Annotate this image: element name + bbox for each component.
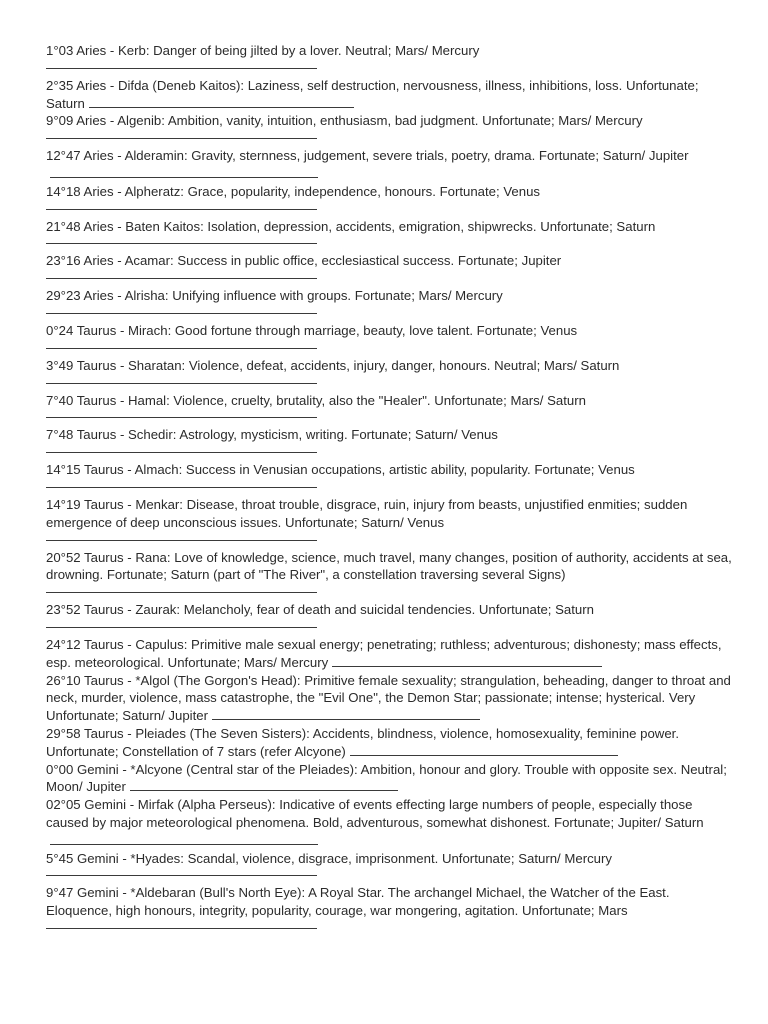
entry-text: 1°03 Aries - Kerb: Danger of being jilted by a lover. Neutral; Mars/ Mercury bbox=[46, 43, 480, 58]
separator-rule bbox=[332, 666, 602, 667]
entry-difda bbox=[46, 77, 736, 113]
separator-rule bbox=[46, 540, 317, 541]
entry-capulus bbox=[46, 636, 736, 672]
separator-rule bbox=[46, 627, 317, 628]
document-page bbox=[46, 42, 736, 937]
entry-aldebaran bbox=[46, 884, 736, 920]
entry-alcyone bbox=[46, 761, 736, 797]
entry-acamar bbox=[46, 252, 736, 270]
entry-text: 3°49 Taurus - Sharatan: Violence, defeat, accidents, injury, danger, honours. Neutral; Mars/ Saturn bbox=[46, 357, 620, 373]
entry-text: 20°52 Taurus - Rana: Love of knowledge, science, much travel, many changes, position of authority, accidents at sea, drowning. Fortunate; Saturn (part of "The River", a constellation traversing several Signs) bbox=[46, 549, 732, 583]
separator-rule bbox=[46, 452, 317, 453]
separator-rule bbox=[46, 592, 317, 593]
entry-menkar bbox=[46, 496, 736, 532]
entry-baten-kaitos bbox=[46, 218, 736, 236]
entry-text: 23°16 Aries - Acamar: Success in public office, ecclesiastical success. Fortunate; Jupiter bbox=[46, 253, 562, 269]
entry-text: 24°12 Taurus - Capulus: Primitive male sexual energy; penetrating; ruthless; adventurous; dishonesty; mass effects, esp. meteorological. Unfortunate; Mars/ Mercury bbox=[46, 636, 722, 670]
separator-rule bbox=[46, 417, 317, 418]
entry-schedir bbox=[46, 426, 736, 444]
separator-rule bbox=[46, 383, 317, 384]
separator-rule bbox=[350, 755, 618, 756]
separator-rule bbox=[50, 844, 318, 845]
separator-rule bbox=[46, 278, 317, 279]
entry-text: 2°35 Aries - Difda (Deneb Kaitos): Laziness, self destruction, nervousness, illness, inhibitions, loss. Unfortunate; Saturn bbox=[46, 77, 699, 111]
separator-rule bbox=[212, 719, 480, 720]
entry-mirach bbox=[46, 322, 736, 340]
entry-algol bbox=[46, 672, 736, 725]
entry-alrisha bbox=[46, 287, 736, 305]
entry-kerb bbox=[46, 42, 736, 60]
entry-text: 9°09 Aries - Algenib: Ambition, vanity, intuition, enthusiasm, bad judgment. Unfortunate; Mars/ Mercury bbox=[46, 113, 643, 129]
separator-rule bbox=[46, 209, 317, 210]
separator-rule bbox=[89, 107, 354, 108]
entry-algenib bbox=[46, 112, 736, 130]
entry-text: 14°18 Aries - Alpheratz: Grace, popularity, independence, honours. Fortunate; Venus bbox=[46, 183, 541, 199]
separator-rule bbox=[46, 487, 317, 488]
entry-sharatan bbox=[46, 357, 736, 375]
entry-mirfak bbox=[46, 796, 736, 849]
entry-text: 14°19 Taurus - Menkar: Disease, throat trouble, disgrace, ruin, injury from beasts, unjustified enmities; sudden emergence of deep unconscious issues. Unfortunate; Saturn/ Venus bbox=[46, 496, 688, 530]
entry-text: 7°48 Taurus - Schedir: Astrology, mysticism, writing. Fortunate; Saturn/ Venus bbox=[46, 427, 498, 443]
entry-hyades bbox=[46, 850, 736, 868]
separator-rule bbox=[50, 177, 318, 178]
entry-text: 02°05 Gemini - Mirfak (Alpha Perseus): Indicative of events effecting large numbers of people, especially those caused by major meteorological phenomena. Bold, adventurous, somewhat dishonest. Fortunate; Jupiter/ Saturn bbox=[46, 797, 704, 830]
entry-alpheratz bbox=[46, 183, 736, 201]
separator-rule bbox=[46, 68, 317, 69]
entry-text: 21°48 Aries - Baten Kaitos: Isolation, depression, accidents, emigration, shipwrecks. Unfortunate; Saturn bbox=[46, 218, 656, 234]
entry-almach bbox=[46, 461, 736, 479]
separator-rule bbox=[130, 790, 398, 791]
separator-rule bbox=[46, 243, 317, 244]
separator-rule bbox=[46, 138, 317, 139]
entry-text: 26°10 Taurus - *Algol (The Gorgon's Head): Primitive female sexuality; strangulation, beheading, danger to throat and neck, murder, violence, mass catastrophe, the "Evil One", the Demon Star; passionate; intense; hysterical. Very Unfortunate; Saturn/ Jupiter bbox=[46, 672, 731, 724]
separator-rule bbox=[46, 348, 317, 349]
entry-text: 0°24 Taurus - Mirach: Good fortune through marriage, beauty, love talent. Fortunate; Venus bbox=[46, 322, 578, 338]
entry-alderamin bbox=[46, 147, 736, 183]
entry-text: 12°47 Aries - Alderamin: Gravity, sternness, judgement, severe trials, poetry, drama. Fortunate; Saturn/ Jupiter bbox=[46, 148, 689, 164]
entry-text: 9°47 Gemini - *Aldebaran (Bull's North Eye): A Royal Star. The archangel Michael, the Watcher of the East. Eloquence, high honours, integrity, popularity, courage, war mongering, agitation. Unfortunate; Mars bbox=[46, 885, 670, 919]
separator-rule bbox=[46, 313, 317, 314]
entry-text: 23°52 Taurus - Zaurak: Melancholy, fear of death and suicidal tendencies. Unfortunate; Saturn bbox=[46, 602, 594, 618]
separator-rule bbox=[46, 928, 317, 929]
entry-rana bbox=[46, 549, 736, 585]
entry-zaurak bbox=[46, 601, 736, 619]
entry-text: 5°45 Gemini - *Hyades: Scandal, violence, disgrace, imprisonment. Unfortunate; Saturn/ Mercury bbox=[46, 850, 612, 866]
entry-hamal bbox=[46, 392, 736, 410]
entry-text: 29°23 Aries - Alrisha: Unifying influence with groups. Fortunate; Mars/ Mercury bbox=[46, 288, 503, 304]
entry-text: 7°40 Taurus - Hamal: Violence, cruelty, brutality, also the "Healer". Unfortunate; Mars/ Saturn bbox=[46, 392, 586, 408]
separator-rule bbox=[46, 875, 317, 876]
entry-text: 0°00 Gemini - *Alcyone (Central star of the Pleiades): Ambition, honour and glory. Trouble with opposite sex. Neutral; Moon/ Jupiter bbox=[46, 761, 727, 795]
entry-text: 29°58 Taurus - Pleiades (The Seven Sisters): Accidents, blindness, violence, homosexuality, feminine power. Unfortunate; Constellation of 7 stars (refer Alcyone) bbox=[46, 725, 679, 759]
entry-text: 14°15 Taurus - Almach: Success in Venusian occupations, artistic ability, popularity. Fortunate; Venus bbox=[46, 462, 635, 478]
entry-pleiades bbox=[46, 725, 736, 761]
